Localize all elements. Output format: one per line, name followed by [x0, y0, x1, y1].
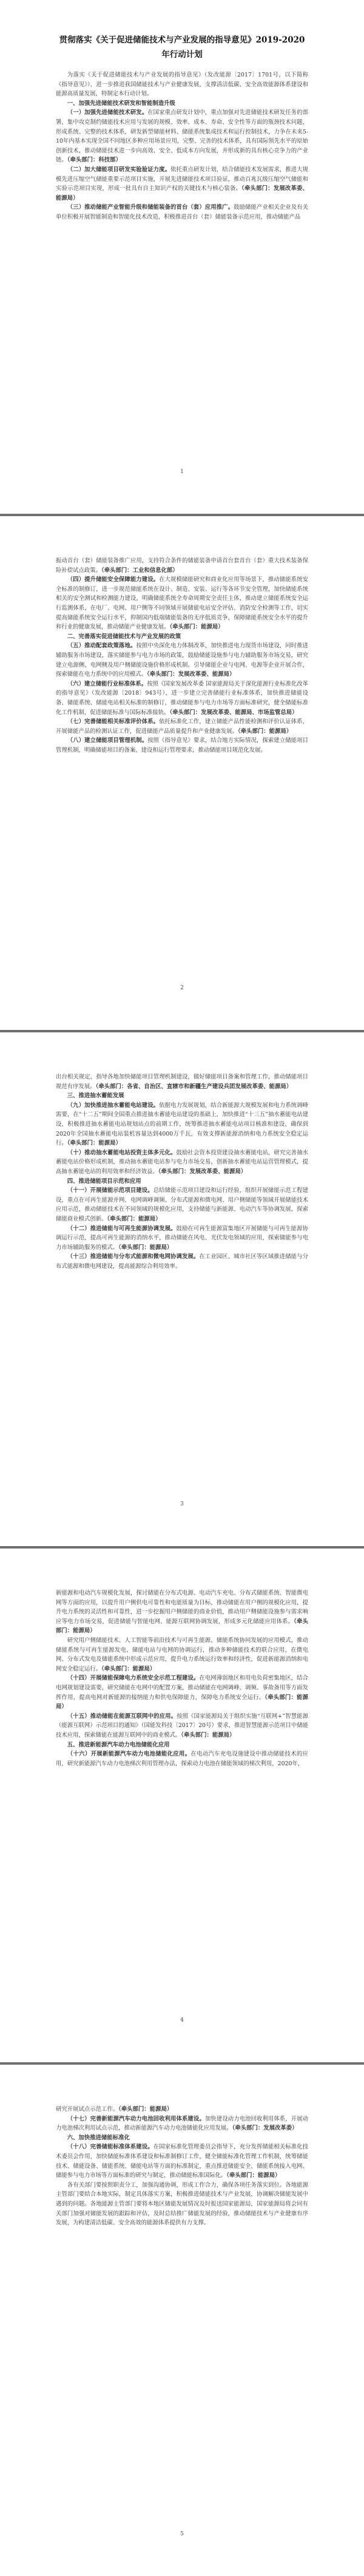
- clause-text: 按照《国家能源局关于组织实施“互联网+”智慧能源（能源互联网）示范项目的通知》（国能发科技〔2017〕20号）要求，推进智慧能源示范项目中储能技术应用，探索储能在能源互联网中的商业模式。: [56, 1712, 308, 1739]
- paragraph: [56, 1589, 308, 1636]
- clause-text: 按照《国家发展改革委 国家能源局关于深化能源行业标准化改革的指导意见》（发改能源〔2018〕943号），进一步建立完善储能行业标准体系，加快推进储能设备、储能系统、储能电站相关标准的制修订，推动储能参与电力市场等方面标准研究，健全储能标准化工作机制，促进储能标准与国际标准接轨。: [56, 680, 308, 716]
- clause-text: 鼓励储能产业相关企业及有关单位积极开展智能制造和智能化技术改造，积极推进首台（套）储能装备示范应用，推动储能产品: [56, 204, 308, 220]
- page-content: [56, 1589, 308, 1768]
- clause-text: 按照中央深化电力体制改革，加快推进电力现货市场建设，同时推进辅助服务市场建设，落实储能参与电力市场的政策，鼓励储能设施参与电力辅助服务市场交易，研究建立电源侧、电网侧及用户侧储能设施价格形成机制。引导储能企业与电网、电源等企业开展合作，探索储能在电力系统中的应用模式。: [56, 642, 308, 678]
- section-heading: 一、加强先进储能技术研发和智能制造升级: [67, 100, 175, 107]
- clause-lead: （十八）完善储能标准体系建设。: [67, 2144, 153, 2151]
- section-heading: 二、完善落实促进储能技术与产业发展的政策: [67, 633, 181, 640]
- page-blocks: [56, 70, 308, 222]
- responsible-department: （牵头部门：发展改革委、能源局）: [158, 1168, 247, 1175]
- page-number: 3: [180, 1501, 184, 1507]
- section-heading: 三、推进抽水蓄能发展: [67, 1092, 124, 1100]
- responsible-department: （牵头部门：能源局）: [101, 1665, 156, 1672]
- clause-lead: （十）推动抽水蓄能电站投资主体多元化。: [67, 1149, 177, 1156]
- clause-text: 在国家重点研发计划中，重点加强对先进储能技术研发任务的部署，集中攻克制约储能技术应用与发展的规模、效率、成本、寿命、安全性等方面的瓶颈技术问题，形成系统、完整的技术体系，研发新型储能材料、储能系统集成技术和运行控制技术，力争在未来5-10年内基本实现全国不同地区多种应用场景应用，完整、完善的技术体系，具有国际领先水平的原始创新技术，推动储能技术进一步向高效、安全、低成本方向发展，并形成新的具有核心竞争力的产业链。: [56, 109, 308, 164]
- paragraph: [56, 2105, 308, 2114]
- clause-text: 在国家标准化管理委员会指导下，充分发挥储能相关标准化技术委员会作用，加快储能标准体系建设和标准制修订工作，健全储能标准化管理工作机制，统筹储能技术、储能设备、储能系统、储能电站等方面的标准制定，重点推进储能安全、储能系统接入电网、储能参与电力市场等方面标准的研究与制定，推动储能标准国际化。: [56, 2144, 308, 2179]
- responsible-department: （牵头部门：科技部）: [67, 157, 121, 164]
- responsible-department: （牵头部门：能源局）: [118, 2106, 173, 2113]
- page-number: 5: [180, 2531, 184, 2537]
- paragraph: [56, 717, 308, 736]
- clause-text: 各有关部门要按照职责分工，加强沟通协调，形成工作合力，确保各项任务落实到位。各地能源主管部门要结合本地实际，制定具体落实方案，积极推进储能技术与产业发展，协调解决储能发展中遇到的问题。各地能源主管部门要将本地区储能发展情况及时报送国家能源局，国家能源局将会同有关部门加强对储能发展的跟踪和评估，及时总结推广储能发展的经验，推动储能技术与产业健康有序发展，为构建清洁低碳、安全高效的能源体系提供有力支撑。: [56, 2181, 308, 2227]
- clause-text: 研究开展试点示范工作。: [56, 2106, 119, 2113]
- clause-text: 在大规模储能研究和商业化应用等场景下，推动储能系统安全标准的制修订，进一步规范储能系统在设计、制造、安装、运行等各环节安全管理，加快储能系统相关的安全测试和检测能力建设，明确储能系统全寿命周期安全责任主体，推动建立储能系统安全运行监测体系，在电厂、电网、用户侧等不同领域开展储能电站安全评估、消防安全检测等工作，切实提高储能系统安全运行水平，抑制国内低端储能装备的无序低质竞争，保障储能系统安全水平的提升和行业的健康发展，推动储能产业健康发展。: [56, 576, 308, 631]
- paragraph: [56, 1252, 308, 1271]
- page-number: 4: [180, 2017, 184, 2023]
- page-blocks: [56, 1072, 308, 1271]
- responsible-department: （牵头部门：发展改革委、能源局）: [147, 671, 235, 678]
- page-content: [56, 2105, 308, 2228]
- clause-text: 在电动汽车充电设施建设中推动储能技术的应用，研究新能源汽车动力电池梯次利用管理办法，探索动力电池在储能领域的梯次利用，2020年，: [56, 1751, 308, 1767]
- responsible-department: （牵头部门：发展改革委、能源局）: [56, 185, 308, 202]
- document-title: 贯彻落实《关于促进储能技术与产业发展的指导意见》2019-2020年行动计划: [59, 35, 305, 60]
- clause-text: 总结储能示范项目建设和运行经验，组织开展储能示范工程建设，重点在可再生能源并网、电网调峰调频、分布式能源和微电网、用户侧储能等领域开展储能技术应用示范，推动储能技术在不同领域的规模化应用，支持储能与新能源、电动汽车等协调发展，探索储能商业模式创新。: [56, 1187, 308, 1222]
- page-content: [56, 33, 308, 222]
- paragraph: [56, 641, 308, 679]
- paragraph: [56, 203, 308, 222]
- paragraph: [56, 556, 308, 575]
- page-number: 2: [180, 985, 184, 991]
- paragraph: [56, 2114, 308, 2133]
- paragraph: [56, 70, 308, 99]
- responsible-department: （牵头部门：能源局）: [56, 1618, 308, 1635]
- responsible-department: （牵头部门：能源局）: [67, 1140, 121, 1147]
- page-blocks: [56, 2105, 308, 2228]
- responsible-department: （牵头部门：工业和信息化部）: [101, 567, 178, 574]
- paragraph: [56, 165, 308, 203]
- responsible-department: （牵头部门：能源局）: [226, 2172, 281, 2179]
- paragraph: [56, 575, 308, 632]
- clause-lead: （四）提升储能安全保障能力建设。: [67, 576, 160, 584]
- responsible-department: （牵头部门：发展改革委、能源局、市场监管总局）: [169, 709, 298, 716]
- clause-text: 在电网薄弱地区和用电负荷密集地区，结合电网规划建设需要，研究储能在电网中的配置方案，推动储能在电网调峰、调频、事故备用等方面发挥作用，提高电网对新能源的接纳能力和供电保障能力，保障电力系统安全运行。: [56, 1675, 308, 1701]
- page-content: [56, 556, 308, 755]
- clause-text: 依托标准化工作，建立储能产品性能检测和评价认证体系，开展储能产品的检测认证工作，促进储能产品质量提升和产业健康发展。: [56, 718, 308, 735]
- paragraph: [56, 1674, 308, 1711]
- paragraph: [56, 736, 308, 755]
- clause-text: 鼓励在可再生能源富集地区开展储能与可再生能源协调运行示范，提高可再生能源的消纳水平，推动储能在风电、光伏发电领域的应用，探索储能参与电力市场辅助服务的模式。: [56, 1225, 308, 1251]
- clause-lead: （六）建立储能行业标准体系。: [67, 680, 147, 687]
- clause-lead: （五）推动配套政策落地。: [67, 642, 136, 650]
- clause-lead: （十三）推进储能与分布式能源和微电网协调发展。: [67, 1253, 200, 1261]
- paragraph: [56, 1224, 308, 1253]
- clause-lead: （八）建立储能项目管理机制。: [67, 737, 148, 745]
- document-page-1: [0, 0, 364, 514]
- page-content: [56, 1072, 308, 1271]
- paragraph: [56, 1712, 308, 1740]
- section-heading: 六、加快推进储能标准化: [67, 2134, 130, 2141]
- clause-text: 鼓励社会资本投资建设抽水蓄能电站，研究完善抽水蓄能电站价格形成机制，推动抽水蓄能电站参与电力市场交易，创新抽水蓄能电站运营管理模式，提高抽水蓄能电站的利用效率和经济效益。: [56, 1149, 308, 1175]
- page-blocks: [56, 1589, 308, 1768]
- clause-lead: （一）加强先进储能技术研发。: [67, 109, 148, 117]
- clause-text: 新能源和电动汽车规模化发展，探讨储能在分布式电源、电动汽车充电、分布式储能系统、智能微电网等方面的应用，以提升用户侧供电可靠性和电能质量为目标，推动储能在用户侧的规模化应用，提升电力系统的灵活性和可靠性，进一步挖掘用户侧储能的商业价值，推动用户侧储能设施参与需求响应等电力市场交易，促进储能与智能电网、能源互联网协调发展，形成多元化储能应用体系。: [56, 1590, 308, 1625]
- clause-lead: （十六）开展新能源汽车动力电池储能化应用。: [67, 1751, 191, 1758]
- paragraph: [56, 1072, 308, 1091]
- responsible-department: （牵头部门：能源局）: [238, 727, 292, 735]
- clause-text: 为落实《关于促进储能技术与产业发展的指导意见》（发改能源〔2017〕1701号，以下简称《指导意见》），进一步推进我国储能技术与产业健康发展，支撑清洁低碳、安全高效能源体系建设和能源高质量发展，特制定本行动计划。: [56, 72, 308, 98]
- responsible-department: （牵头部门：各省、自治区、直辖市和新疆生产建设兵团发展改革委、能源局）: [95, 1083, 292, 1090]
- paragraph: [56, 2142, 308, 2180]
- clause-text: 振动首台（套）储能装备推广应用，支持符合条件的储能装备申请首台套首台（套）重大技术装备保险补偿试点政策。: [56, 557, 308, 574]
- clause-lead: （十五）推动储能在能源互联网中的应用。: [67, 1712, 177, 1720]
- document-page-2: [0, 516, 364, 1030]
- clause-text: 在工业园区、城市社区等区域推进储能与分布式能源和微电网建设，提高能源综合利用效率。: [56, 1253, 308, 1270]
- clause-text: 依据电力发展规划，结合新能源大规模发展和电力系统调峰需要，在“十二五”期间全国重点推进抽水蓄能电站建设的基础上，加快推进“十三五”抽水蓄能电站建设，积极推进抽水蓄能电站规划站点的前期工作，统筹推进抽水蓄能电站项目核准和建设，确保到2020年全国抽水蓄能电站装机容量达到4000万千瓦，有效支撑新能源消纳和电力系统安全稳定运行。: [56, 1102, 308, 1147]
- paragraph: [56, 2181, 308, 2228]
- clause-lead: （十七）完善新能源汽车动力电池回收利用体系建设。: [67, 2115, 205, 2122]
- section-heading: 四、推进储能项目示范和应用: [67, 1177, 141, 1185]
- clause-lead: （三）推动储能产业智能升级和储能装备的首台（套）应用推广。: [67, 204, 234, 211]
- paragraph: [56, 1186, 308, 1224]
- responsible-department: （牵头部门：能源局）: [107, 1215, 161, 1222]
- clause-text: 依托重点研发计划，结合储能技术发展需求，推进大规模先进压缩空气储能重要示范项目实施，开展先进储能技术项目验证，推动百兆瓦级压缩空气储能和实验示范项目实现，形成一批具有自主知识产权的关键技术与核心装备。: [56, 166, 308, 193]
- clause-lead: （十二）推进储能与可再生能源协调发展。: [67, 1225, 177, 1232]
- responsible-department: （牵头部门：能源局）: [181, 1731, 235, 1739]
- paragraph: [56, 680, 308, 717]
- document-page-4: [0, 1549, 364, 2062]
- document-page-3: [0, 1032, 364, 1546]
- paragraph: [56, 1101, 308, 1148]
- clause-lead: （九）加快推进抽水蓄能电站建设。: [67, 1102, 160, 1109]
- paragraph: [56, 1636, 308, 1674]
- clause-text: 出台相关规定，指导各地加快储能项目管理机制建设，做好储能项目备案和管理工作，推动储能项目规范有序发展。: [56, 1074, 308, 1090]
- responsible-department: （牵头部门：能源局）: [56, 1694, 308, 1711]
- document-page-5: [0, 2065, 364, 2576]
- paragraph: [56, 1750, 308, 1768]
- clause-lead: （十一）开展储能示范项目建设。: [67, 1187, 153, 1194]
- clause-text: 加快建设动力电池回收利用体系，开展动力电池梯次利用试点示范，推动新能源汽车动力电池储能化应用发展。: [56, 2115, 308, 2132]
- section-heading: 五、推进新能源汽车动力电池储能化应用: [67, 1741, 170, 1748]
- paragraph: [56, 1148, 308, 1177]
- clause-lead: （十四）开展储能保障电力系统安全示范工程建设。: [67, 1675, 200, 1682]
- clause-text: 按照《指导意见》要求，结合地方实际情况，探索建立储能项目管理机制，明确储能项目的备案、建设和运行管理要求，推动储能项目规范化发展。: [56, 737, 308, 754]
- clause-lead: （七）完善储能相关标准评价体系。: [67, 718, 160, 726]
- page-number: 1: [180, 469, 184, 475]
- responsible-department: （牵头部门：发展改革委）: [232, 2125, 298, 2132]
- clause-lead: （二）加大储能项目研发实验验证力度。: [67, 166, 171, 173]
- page-blocks: [56, 556, 308, 755]
- paragraph: [56, 108, 308, 165]
- responsible-department: （牵头部门：能源局）: [169, 624, 224, 631]
- responsible-department: （牵头部门：能源局）: [118, 1244, 173, 1251]
- clause-text: 研究用户侧储能技术、人工智能等前沿技术与可再生能源、储能系统协同发展的应用模式，推动储能系统与可再生能源发电、储能电站与电网的协调运行，推动多种储能技术的联合应用，在微电网、分布式发电及储能系统中形成示范应用，提升电力系统运行效率和经济性，促进新能源消纳和电网安全稳定运行。: [56, 1637, 308, 1672]
